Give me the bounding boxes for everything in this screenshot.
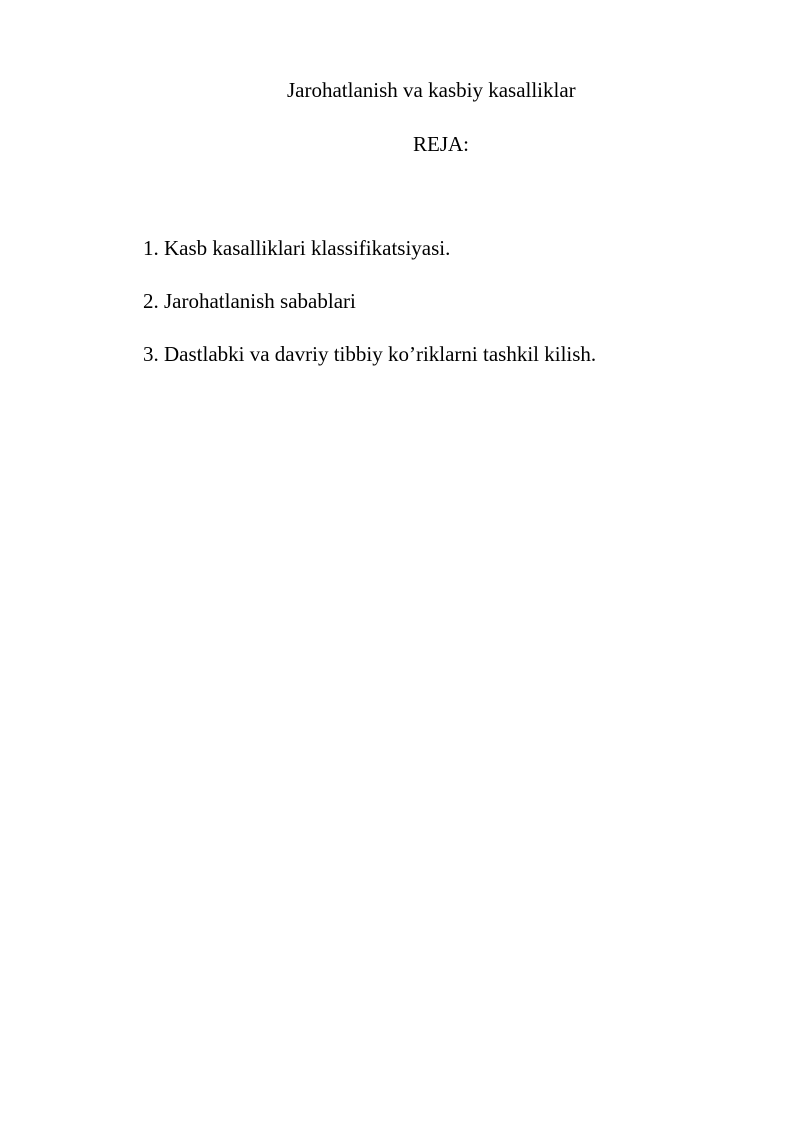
plan-item-2: 2. Jarohatlanish sabablari bbox=[143, 289, 356, 313]
plan-list bbox=[143, 234, 596, 393]
document-title: Jarohatlanish va kasbiy kasalliklar bbox=[287, 78, 576, 102]
plan-heading: REJA: bbox=[413, 132, 470, 156]
plan-item-3: 3. Dastlabki va davriy tibbiy ko’riklarni tashkil kilish. bbox=[143, 342, 597, 366]
plan-item-1: 1. Kasb kasalliklari klassifikatsiyasi. bbox=[143, 236, 451, 260]
